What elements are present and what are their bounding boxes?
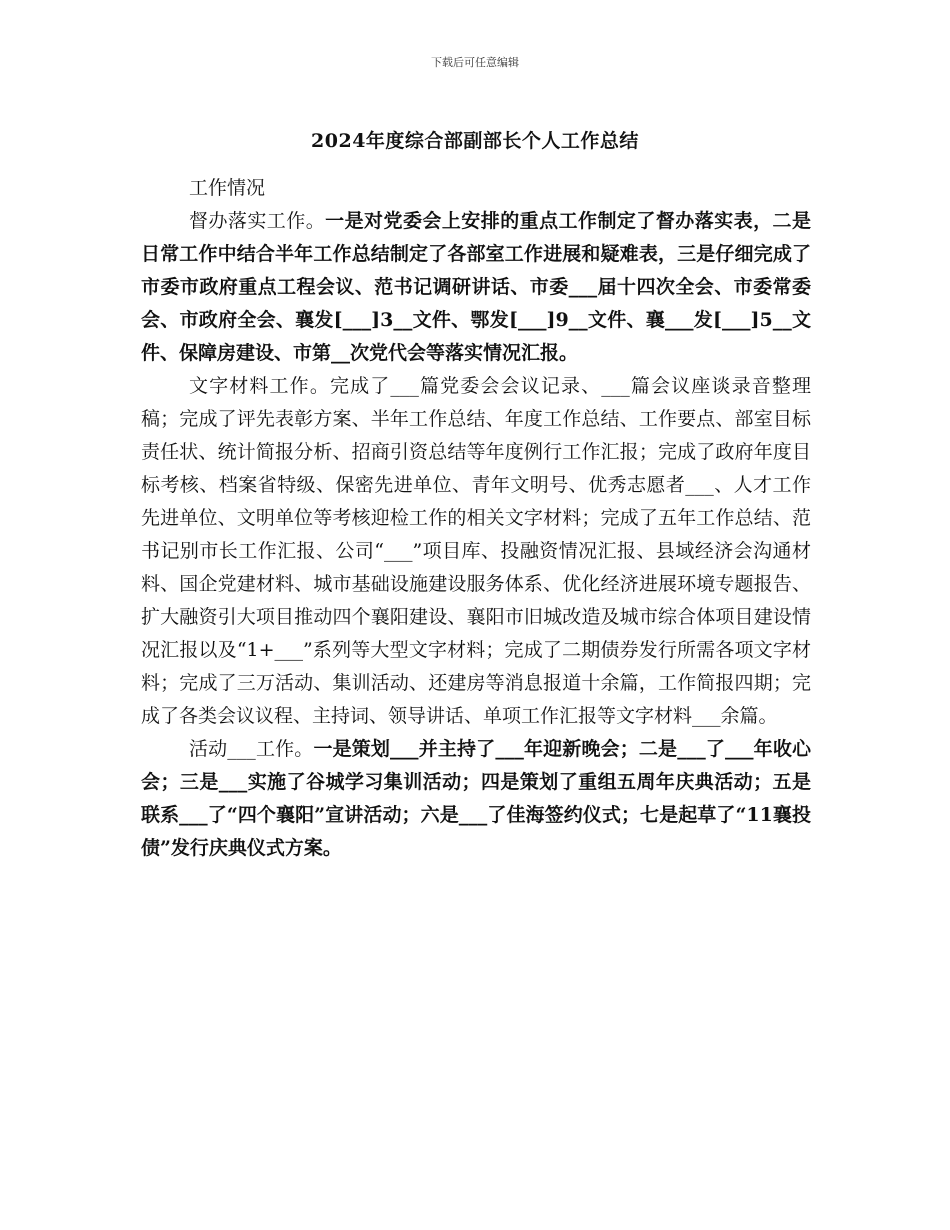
paragraph-body: 一是对党委会上安排的重点工作制定了督办落实表，二是日常工作中结合半年工作总结制定了各部室工作进展和疑难表，三是仔细完成了市委市政府重点工程会议、范书记调研讲话、市委___届十四次全会、市委常委会、市政府全会、襄发[___]3__文件、鄂发[___]9__文件、襄___发[___]5__文件、保障房建设、市第__次党代会等落实情况汇报。	[141, 210, 811, 364]
paragraph-supervision	[141, 205, 811, 370]
paragraph-activities	[141, 733, 811, 865]
document-title: 2024年度综合部副部长个人工作总结	[311, 130, 639, 152]
paragraph-body: 一是策划___并主持了___年迎新晚会；二是___了___年收心会；三是___实施了谷城学习集训活动；四是策划了重组五周年庆典活动；五是联系___了“四个襄阳”宣讲活动；六是___了佳海签约仪式；七是起草了“11襄投债”发行庆典仪式方案。	[141, 738, 811, 859]
header-note: 下载后可任意编辑	[431, 56, 519, 69]
document-body	[141, 172, 811, 865]
paragraph-writing: 文字材料工作。完成了___篇党委会会议记录、___篇会议座谈录音整理稿；完成了评先表彰方案、半年工作总结、年度工作总结、工作要点、部室目标责任状、统计简报分析、招商引资总结等年度例行工作汇报；完成了政府年度目标考核、档案省特级、保密先进单位、青年文明号、优秀志愿者___、人才工作先进单位、文明单位等考核迎检工作的相关文字材料；完成了五年工作总结、范书记别市长工作汇报、公司“___”项目库、投融资情况汇报、县域经济会沟通材料、国企党建材料、城市基础设施建设服务体系、优化经济进展环境专题报告、扩大融资引大项目推动四个襄阳建设、襄阳市旧城改造及城市综合体项目建设情况汇报以及“1+___”系列等大型文字材料；完成了二期债券发行所需各项文字材料；完成了三万活动、集训活动、还建房等消息报道十余篇，工作简报四期；完成了各类会议议程、主持词、领导讲话、单项工作汇报等文字材料___余篇。	[141, 375, 811, 727]
paragraph-lead: 督办落实工作。	[189, 210, 326, 232]
section-heading: 工作情况	[189, 177, 266, 199]
paragraph-lead: 活动___工作。	[189, 738, 314, 760]
